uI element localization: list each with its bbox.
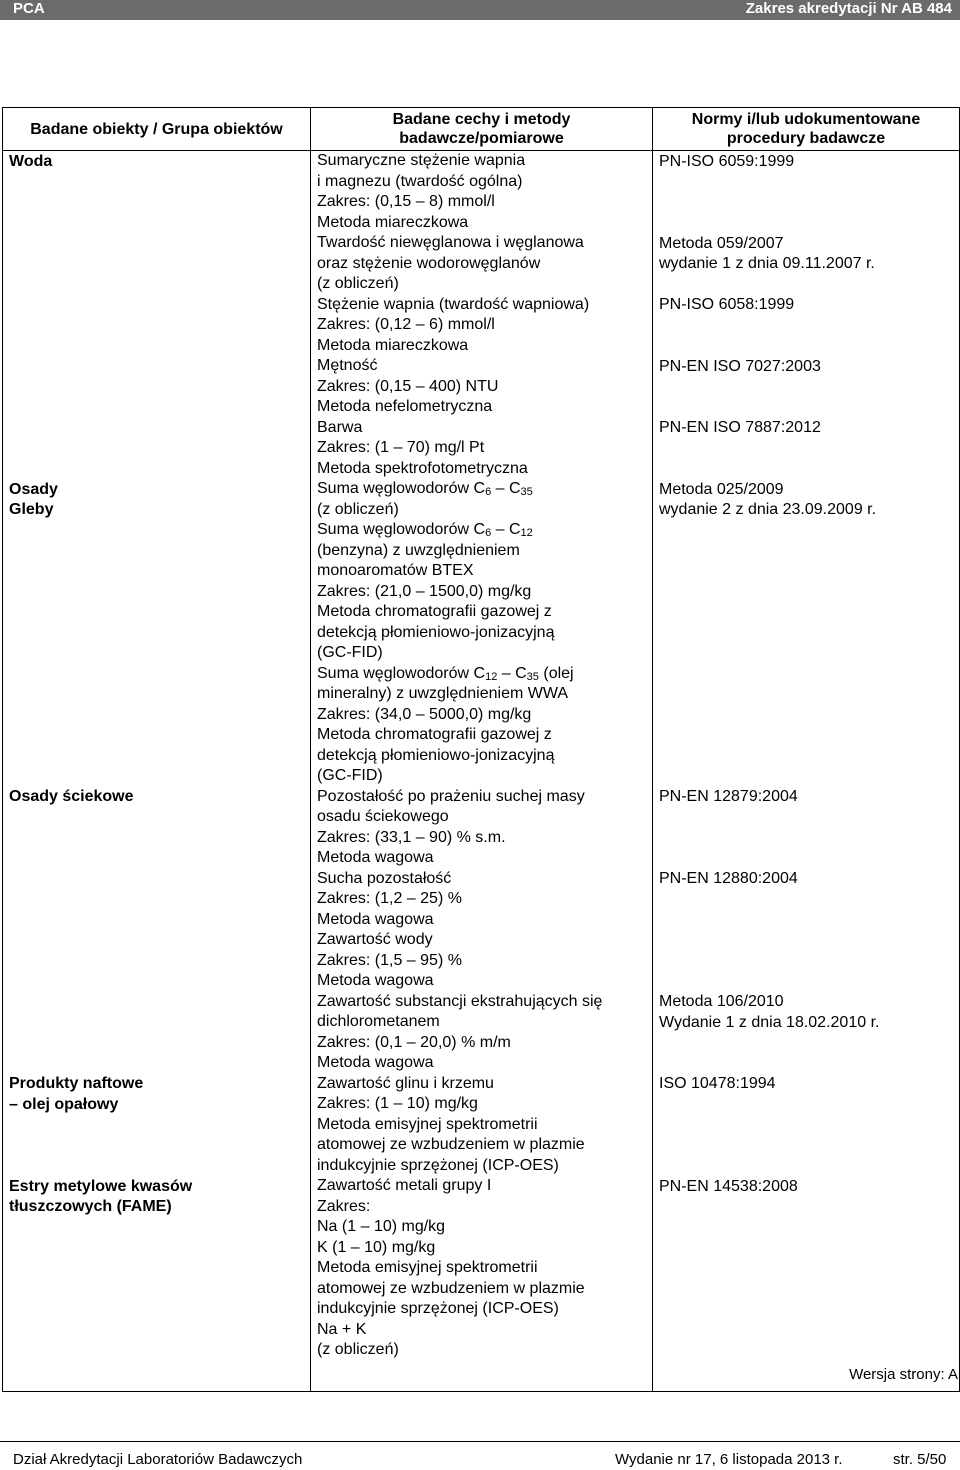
method-block [317, 479, 648, 787]
method-line: Zawartość substancji ekstrahujących się [317, 992, 603, 1010]
method-line: dichlorometanem [317, 1013, 440, 1030]
standard-line: PN-EN 12880:2004 [659, 870, 798, 887]
method-line: Zawartość metali grupy I [317, 1177, 492, 1194]
method-line: Zakres: (0,15 – 400) NTU [317, 377, 499, 395]
method-line: Zakres: (1 – 10) mg/kg [317, 1095, 478, 1112]
method-line: Metoda wagowa [317, 910, 434, 928]
standard-block [659, 234, 875, 275]
method-line: Na (1 – 10) mg/kg [317, 1218, 446, 1235]
page-header [0, 0, 960, 20]
method-line: (GC-FID) [317, 644, 383, 661]
method-block [317, 233, 648, 295]
method-line: Suma węglowodorów $C_{12} - C_{35}$ (olej [317, 664, 574, 683]
method-line: (z obliczeń) [317, 1341, 399, 1358]
method-line: monoaromatów BTEX [317, 562, 474, 579]
method-line: Pozostałość po prażeniu suchej masy [317, 787, 585, 805]
method-line: Twardość niewęglanowa i węglanowa [317, 234, 584, 251]
standard-block [659, 992, 879, 1033]
method-line: atomowej ze wzbudzeniem w plazmie [317, 1136, 585, 1153]
method-line: Metoda nefelometryczna [317, 398, 493, 415]
page-version: Wersja strony: A [849, 1366, 958, 1383]
method-line: (GC-FID) [317, 767, 383, 784]
method-line: i magnezu (twardość ogólna) [317, 172, 523, 190]
standard-line: wydanie 2 z dnia 23.09.2009 r. [659, 501, 877, 518]
method-line: Metoda chromatografii gazowej z [317, 726, 552, 743]
method-block [317, 869, 648, 992]
object-line: Osady [9, 480, 58, 498]
method-block [317, 992, 648, 1074]
method-line: Metoda spektrofotometryczna [317, 459, 528, 477]
method-line: Zakres: (33,1 – 90) % s.m. [317, 828, 506, 846]
method-line: Zakres: (0,12 – 6) mmol/l [317, 316, 495, 333]
method-block [317, 418, 648, 480]
method-line: Zakres: (1,2 – 25) % [317, 890, 462, 907]
page-footer [0, 1441, 960, 1468]
footer-left: Dział Akredytacji Laboratoriów Badawczych [13, 1451, 303, 1468]
standard-line: Wydanie 1 z dnia 18.02.2010 r. [659, 1013, 880, 1031]
column-header: Badane cechy i metody badawcze/pomiarowe [311, 108, 653, 151]
method-line: detekcją płomieniowo-jonizacyjną [317, 623, 555, 641]
standard-line: PN-EN ISO 7027:2003 [659, 357, 821, 375]
method-line: Metoda miareczkowa [317, 213, 469, 231]
objects-cell [3, 151, 311, 1392]
method-line: oraz stężenie wodorowęglanów [317, 254, 541, 272]
footer-center: Wydanie nr 17, 6 listopada 2013 r. [615, 1451, 843, 1468]
method-line: Metoda miareczkowa [317, 336, 469, 354]
object-group [9, 1074, 143, 1115]
standard-line: PN-EN 12879:2004 [659, 788, 798, 805]
object-group [9, 787, 134, 808]
method-line: Metoda wagowa [317, 1054, 434, 1071]
method-block [317, 1176, 648, 1361]
method-line: Suma węglowodorów $C_6 - C_{12}$ [317, 521, 533, 539]
standards-cell [653, 151, 960, 1392]
standard-block [659, 1177, 798, 1198]
method-line: mineralny) z uwzględnieniem WWA [317, 685, 569, 702]
method-line: osadu ściekowego [317, 808, 449, 825]
standard-line: Metoda 059/2007 [659, 234, 784, 252]
method-line: Metoda chromatografii gazowej z [317, 603, 552, 620]
method-line: Sumaryczne stężenie wapnia [317, 152, 526, 169]
standard-line: PN-EN ISO 7887:2012 [659, 419, 821, 436]
header-right: Zakres akredytacji Nr AB 484 [745, 0, 952, 17]
standard-line: Metoda 025/2009 [659, 480, 784, 498]
method-line: Stężenie wapnia (twardość wapniowa) [317, 295, 590, 313]
standard-block [659, 787, 798, 808]
header-left: PCA [13, 0, 45, 17]
method-block [317, 1074, 648, 1177]
standard-line: PN-EN 14538:2008 [659, 1177, 798, 1195]
table-row [3, 151, 960, 1392]
method-line: Zakres: (0,1 – 20,0) % m/m [317, 1033, 511, 1051]
method-line: detekcją płomieniowo-jonizacyjną [317, 746, 555, 764]
method-line: Metoda wagowa [317, 972, 434, 989]
standard-block [659, 1074, 776, 1095]
method-line: (z obliczeń) [317, 500, 399, 518]
object-line: Osady ściekowe [9, 788, 134, 805]
method-line: Zakres: (34,0 – 5000,0) mg/kg [317, 705, 532, 723]
object-line: – olej opałowy [9, 1095, 119, 1113]
standard-block [659, 295, 794, 316]
method-line: Metoda emisyjnej spektrometrii [317, 1115, 538, 1133]
column-header: Badane obiekty / Grupa obiektów [3, 108, 311, 151]
table-header-row [3, 108, 960, 151]
method-block [317, 356, 648, 418]
standard-line: ISO 10478:1994 [659, 1075, 776, 1092]
method-line: atomowej ze wzbudzeniem w plazmie [317, 1279, 585, 1297]
accreditation-table [2, 107, 960, 1392]
standard-block [659, 869, 798, 890]
footer-right: str. 5/50 [893, 1451, 947, 1468]
standard-block [659, 480, 876, 521]
method-line: Zakres: (1,5 – 95) % [317, 951, 462, 969]
object-line: Estry metylowe kwasów [9, 1177, 193, 1195]
method-line: Zakres: [317, 1197, 371, 1215]
method-line: indukcyjnie sprzężonej (ICP-OES) [317, 1156, 559, 1174]
method-line: K (1 – 10) mg/kg [317, 1238, 436, 1256]
method-line: Metoda wagowa [317, 849, 434, 866]
method-block [317, 151, 648, 233]
object-group [9, 1177, 192, 1218]
method-line: indukcyjnie sprzężonej (ICP-OES) [317, 1300, 559, 1317]
standard-block [659, 418, 821, 439]
method-line: (benzyna) z uwzględnieniem [317, 541, 520, 559]
standard-line: PN-ISO 6058:1999 [659, 296, 795, 313]
standard-line: wydanie 1 z dnia 09.11.2007 r. [659, 255, 875, 272]
method-line: Barwa [317, 418, 363, 436]
method-line: Zawartość glinu i krzemu [317, 1074, 494, 1092]
method-line: Na + K [317, 1320, 367, 1338]
method-block [317, 787, 648, 869]
method-line: Zawartość wody [317, 931, 433, 948]
method-line: (z obliczeń) [317, 275, 399, 292]
column-header: Normy i/lub udokumentowane procedury badawcze [653, 108, 960, 151]
standard-line: Metoda 106/2010 [659, 993, 784, 1010]
object-line: tłuszczowych (FAME) [9, 1198, 172, 1215]
object-line: Gleby [9, 501, 54, 518]
object-group [9, 152, 52, 173]
object-line: Produkty naftowe [9, 1075, 144, 1092]
standard-line: PN-ISO 6059:1999 [659, 152, 795, 170]
method-line: Suma węglowodorów $C_6 - C_{35}$ [317, 480, 533, 498]
method-line: Mętność [317, 357, 378, 374]
method-line: Zakres: (1 – 70) mg/l Pt [317, 439, 485, 456]
method-line: Metoda emisyjnej spektrometrii [317, 1259, 538, 1276]
object-group [9, 480, 58, 521]
method-line: Zakres: (21,0 – 1500,0) mg/kg [317, 582, 532, 600]
method-line: Zakres: (0,15 – 8) mmol/l [317, 193, 495, 210]
method-line: Sucha pozostałość [317, 869, 452, 887]
standard-block [659, 357, 821, 378]
standard-block [659, 152, 794, 173]
object-line: Woda [9, 152, 53, 170]
methods-cell [311, 151, 653, 1392]
method-block [317, 295, 648, 357]
